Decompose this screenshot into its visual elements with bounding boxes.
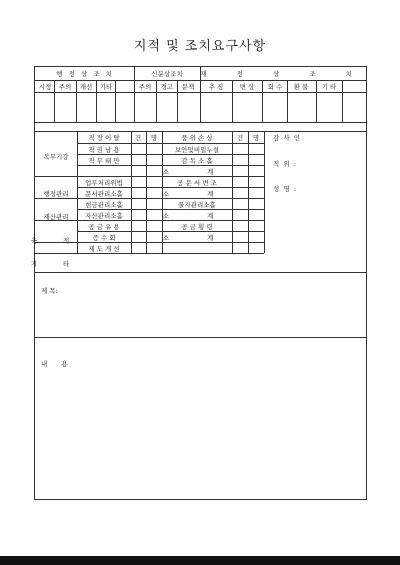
right-item: 소 계 — [162, 190, 232, 198]
right-item: 소 계 — [162, 234, 232, 242]
header-col: 회 수 — [267, 83, 283, 91]
header-col: 개선 — [79, 83, 93, 91]
header-col: 문책 — [181, 83, 195, 91]
inspector-name-label: 성 명 : — [273, 185, 297, 193]
left-item: 직 권 남 용 — [88, 146, 120, 154]
left-item: 현금관리소홀 — [85, 201, 123, 209]
category-label: 기 타 — [30, 260, 82, 268]
count-header: 건 — [134, 134, 142, 142]
right-item: 소 계 — [162, 168, 232, 176]
left-item: 증 수 회 — [92, 234, 116, 242]
category-label: 축 적 — [30, 237, 82, 245]
right-item: 소 계 — [162, 212, 232, 220]
right-item: 보안및비밀누설 — [175, 146, 219, 154]
document-title: 지적 및 조치요구사항 — [133, 39, 267, 54]
header-group-finance: 재 정 상 조 치 — [200, 70, 366, 78]
bottom-bar — [0, 556, 400, 565]
header-group-admin: 행 정 상 조 치 — [56, 70, 114, 78]
right-item: 물자관리소홀 — [178, 201, 216, 209]
header-col: 시정 — [38, 83, 52, 91]
content-label: 내 용 — [41, 360, 74, 368]
right-item: 공 금 횡 령 — [181, 223, 213, 231]
right-item: 공 문 서 변 조 — [177, 179, 217, 187]
inspector-position-label: 직 위 : — [273, 160, 297, 168]
left-item: 업무처리위법 — [85, 179, 123, 187]
header-col: 환 불 — [293, 83, 309, 91]
subject-label: 제 목: — [41, 287, 58, 295]
person-header: 명 — [150, 134, 158, 142]
right-item: 품 위 손 상 — [181, 134, 213, 142]
header-col: 추 징 — [208, 83, 224, 91]
right-item: 감 독 소 홀 — [181, 157, 213, 165]
left-item: 자산관리소홀 — [85, 212, 123, 220]
count-header: 건 — [236, 134, 244, 142]
header-group-status: 신분상조치 — [151, 70, 183, 78]
header-col: 경고 — [160, 83, 174, 91]
left-item: 제 도 개 선 — [88, 245, 120, 253]
inspector-title: 감 사 인 — [273, 134, 301, 142]
category-label: 행정관리 — [43, 190, 69, 198]
header-col: 기 타 — [321, 83, 337, 91]
category-label: 재산관리 — [43, 213, 69, 221]
header-col: 변 상 — [239, 83, 255, 91]
left-item: 직 장 이 탈 — [88, 134, 120, 142]
header-col: 주의 — [138, 83, 152, 91]
header-col: 기타 — [99, 83, 113, 91]
left-item: 문서관리소홀 — [85, 190, 123, 198]
left-item: 직 무 태 만 — [88, 157, 120, 165]
category-label: 복무기강 — [43, 153, 69, 161]
left-item: 공 금 유 용 — [88, 223, 120, 231]
header-col: 주의 — [58, 83, 72, 91]
form-frame — [30, 66, 367, 500]
person-header: 명 — [252, 134, 260, 142]
